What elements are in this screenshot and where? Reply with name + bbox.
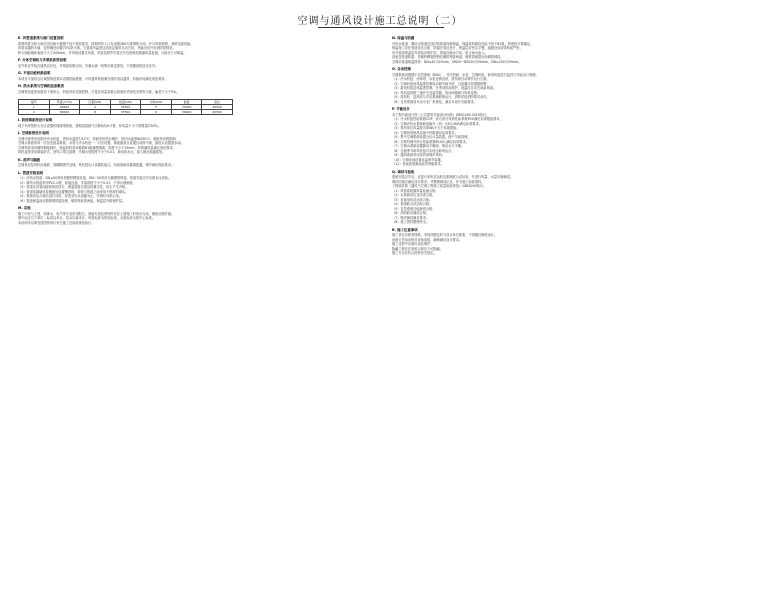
note-line: 地下车库按防火分区设置机械排烟系统，排烟量按换气次数6次/h计算，补风量不小于排烟量的50%。 bbox=[18, 123, 161, 128]
note-line: 施工单位应熟悉图纸，发现问题及时与设计单位联系，不得擅自修改设计。 bbox=[392, 233, 498, 237]
note-line: 本项目平战结合区域按规范要求设置转换措施，平时通风系统兼作战时清洁通风，转换时间满足规范要求。 bbox=[18, 76, 168, 81]
note-line: 设备及管道防腐：非镀锌钢管除锈后刷防锈漆两道，镀锌管破损处补刷防锈漆。 bbox=[392, 55, 504, 59]
note-line: 空调机组选型参数如下表所示，机组采用变频控制，冷量及风量参数以设备供货商技术资料为准，偏差不大于5%。 bbox=[18, 89, 180, 94]
note-line: （8）过渡季节新风机组可实现全新风运行。 bbox=[392, 148, 455, 153]
table-header-cell: 冷量(kW) bbox=[80, 100, 111, 105]
left-column bbox=[18, 36, 376, 228]
note-line: 室外机应安装在通风良好处，并预留检修空间，冷凝水统一收集后就近排放，不得随意排放至室外。 bbox=[18, 63, 159, 68]
table-cell: 36000 bbox=[49, 110, 80, 115]
right-column bbox=[392, 36, 750, 259]
note-line: 冷热水管道、凝结水管道及送回风管道均做保温，保温材料燃烧性能不低于B1级，厚度按计算确定。 bbox=[392, 41, 534, 46]
note-line: 隐蔽工程应在验收合格后方可隐蔽。 bbox=[392, 246, 443, 251]
table-cell: 9 bbox=[141, 110, 172, 115]
section-heading: K. 消声与隔振 bbox=[18, 157, 41, 162]
note-line: （8）竣工资料整理齐全。 bbox=[392, 220, 430, 224]
table-header-cell: 热量(kW) bbox=[110, 100, 141, 105]
note-line: （9）通风系统采用高效低噪声风机。 bbox=[392, 153, 446, 157]
equipment-table bbox=[18, 99, 233, 115]
table-header-cell: 数量 bbox=[171, 100, 202, 105]
table-row bbox=[19, 110, 233, 115]
note-line: （2）空调冷热水系统耗电输冷（热）比EC(H)R满足标准要求。 bbox=[392, 121, 482, 126]
note-line: （6）多联机制冷综合性能系数IPLV(C)满足标准要求。 bbox=[392, 139, 469, 144]
note-line: 本说明未尽事宜按国家现行有关施工及验收规范执行。 bbox=[18, 220, 95, 225]
note-line: （1）冷水机组性能系数COP、综合部分负荷性能系数IPLV满足标准限值要求。 bbox=[392, 117, 503, 121]
note-line: （11）设备选型满足能效等级要求。 bbox=[392, 162, 444, 166]
table-cell: 40500 bbox=[202, 105, 233, 110]
note-line: （7）空调水系统设置静态平衡阀，保证水力平衡。 bbox=[392, 144, 465, 148]
note-line: （7）噪声测试满足要求。 bbox=[392, 215, 430, 220]
table-cell: 2 bbox=[19, 110, 50, 115]
note-line: （3）新风机组送风温度控制，冬季设防冻保护，低温时自动关闭新风阀。 bbox=[392, 86, 497, 90]
page-title: 空调与通风设计施工总说明（二） bbox=[297, 16, 463, 27]
section-heading: P. 节能设计 bbox=[392, 107, 410, 111]
note-line: （3）风机单位风量耗功率Ws不大于标准限值。 bbox=[392, 126, 460, 130]
table-cell: 31500 bbox=[110, 105, 141, 110]
table-cell: 5 bbox=[141, 105, 172, 110]
note-line: 施工过程中应做好成品保护。 bbox=[392, 242, 434, 246]
table-cell: 8 bbox=[80, 110, 111, 115]
table-cell: 4 bbox=[80, 105, 111, 110]
note-line: （3）管道支吊架间距按规范执行，保温管道支架处设置木托，防止产生冷桥。 bbox=[18, 185, 129, 189]
table-header-cell: 备注 bbox=[202, 100, 233, 105]
note-line: 风机盘管采用暗装卧式，回风口带过滤网，冷凝水管坡度不小于0.01，坡向排水点，接入就近地漏排放。 bbox=[18, 150, 166, 154]
section-heading: O. 自动控制 bbox=[392, 67, 411, 71]
note-line: 本工程节能设计按《公共建筑节能设计标准》GB50189-2015执行。 bbox=[392, 112, 490, 117]
section-heading: F. 分体空调机与多联机系统说明 bbox=[18, 58, 67, 62]
section-heading: R. 施工注意事项 bbox=[392, 227, 418, 232]
table-cell: 30000 bbox=[49, 105, 80, 110]
note-line: 风管穿越防火墙、变形缝处设置70℃防火阀，当管道内温度达到设定值时自动关闭，并输出信号至消防控制室。 bbox=[18, 46, 176, 50]
note-line: （4）空调风管绝热层最小热阻满足标准要求。 bbox=[392, 130, 458, 135]
section-gap bbox=[392, 256, 750, 259]
note-line: 室外管道保温层外加铝皮保护层，搭接处顺水方向，防止雨水渗入。 bbox=[392, 50, 488, 55]
note-line: （2）凝结水管道采用PVC-U管，粘接连接，安装坡度不小于0.01，不得出现倒坡。 bbox=[18, 180, 136, 185]
note-line: 空调机房及风机房墙面、顶棚做吸声处理，风机进出口设置软接头，机组基础设置减振器，噪声满足规范要求。 bbox=[18, 163, 175, 167]
table-header-cell: 编号 bbox=[19, 100, 50, 105]
note-line: （6）管道保温前应做除锈防腐处理，刷防锈底漆两道，保温层外做保护层。 bbox=[18, 198, 126, 203]
table-cell: 1 bbox=[19, 105, 50, 110]
note-line: （10）空调房间设置室温调节装置。 bbox=[392, 157, 444, 162]
section-heading: J. 空调系统设计说明 bbox=[18, 131, 49, 135]
note-line: 工程验收按《通风与空调工程施工质量验收规范》GB50243执行。 bbox=[392, 184, 487, 188]
note-line: 空调水系统采用一次泵变流量系统，水泵与冷水机组一一对应设置，系统最高点设置自动排气阀，最低点设置泄水阀。 bbox=[18, 141, 184, 145]
note-line: （6）消防联动测试合格。 bbox=[392, 211, 430, 215]
section-gap bbox=[18, 94, 376, 97]
table-cell: 40500 bbox=[202, 110, 233, 115]
note-line: （5）集中空调系统设置分区计量装置，便于节能管理。 bbox=[392, 135, 471, 139]
table-header-cell: 风量(m³/h) bbox=[49, 100, 80, 105]
section-gap bbox=[18, 225, 376, 228]
note-line: 空调水管道保温厚度：DN≤40为25mm，DN50~DN150为30mm，DN≥200为35mm。 bbox=[392, 59, 522, 64]
section-heading: N. 保温与防腐 bbox=[392, 36, 415, 40]
section-heading: E. 风管道系统与阀门设置说明 bbox=[18, 36, 64, 40]
note-line: 调试结果应满足设计要求，并整理调试记录，作为竣工验收资料。 bbox=[392, 179, 485, 184]
note-line: 排烟风管为防火阀关闭后耐火极限不低于规范要求，排烟风机入口处设置280℃排烟防火阀，并与风机联锁，消防电源切换。 bbox=[18, 41, 194, 46]
section-heading: Q. 调试与验收 bbox=[392, 169, 415, 174]
note-line: 图中标注尺寸单位：标高以米计，其余以毫米计；风管标高为管底标高，水管标高为管中心标高。 bbox=[18, 216, 156, 220]
table-cell: 37500 bbox=[110, 110, 141, 115]
note-line: （5）排风机、送风机与对应系统联锁运行，消防时按消防要求动作。 bbox=[392, 95, 490, 99]
note-line: 设备订货前应核对设备参数，确保满足设计要求。 bbox=[392, 237, 463, 242]
note-line: （2）水系统试压及冲洗合格。 bbox=[392, 193, 436, 197]
note-line: 空调风管采用镀锌钢板制作，保温材料采用难燃B1级橡塑海绵，厚度不小于25mm，风管漏风量满足规范要求。 bbox=[18, 145, 176, 150]
section-heading: I. 防排烟系统设计说明 bbox=[18, 118, 53, 122]
note-line: （1）冷水机组、冷却塔、水泵连锁启停，按负荷自动调节运行台数。 bbox=[392, 77, 490, 81]
section-heading: G. 平战功能转换说明 bbox=[18, 71, 51, 75]
title-underline bbox=[318, 27, 444, 28]
table-header-cell: 功率(kW) bbox=[141, 100, 172, 105]
note-line: 施工安全应符合国家有关规定。 bbox=[392, 251, 437, 255]
note-line: （1）冷热水管道：DN≤50采用热镀锌钢管丝接，DN＞50采用无缝钢管焊接，管道安装完毕后做水压试验。 bbox=[18, 176, 172, 180]
note-line: （4）管道穿越墙体及楼板处设置钢套管，套管与管道之间采用不燃材料填实。 bbox=[18, 189, 129, 194]
table-cell: 33000 bbox=[171, 105, 202, 110]
section-heading: M. 其他 bbox=[18, 206, 31, 210]
note-line: （5）系统试压合格后进行冲洗，冲洗至出水清澈为止，并做好冲洗记录。 bbox=[18, 194, 123, 198]
section-heading: H. 热水系统与空调机组参数表 bbox=[18, 84, 64, 88]
note-line: （3）设备单机试运转合格。 bbox=[392, 197, 433, 202]
note-line: （4）风机盘管配三速开关及温控器，电动两通阀与风机连锁。 bbox=[392, 90, 481, 95]
note-line: 空调系统设置楼宇自控系统（BAS），对冷热源、水泵、空调机组、新风机组进行监控与节能运行管理。 bbox=[392, 72, 539, 77]
section-heading: L. 管道安装说明 bbox=[18, 170, 43, 175]
table-cell: 39000 bbox=[171, 110, 202, 115]
note-line: 空调冷源采用电制冷冷水机组，供回水温度7/12℃；热源采用热水锅炉，供回水温度60/50℃，系统采用两管制。 bbox=[18, 136, 179, 141]
note-line: 防火阀距墙体表面不大于200mm，并单独设置支吊架，风管及附件安装完毕后按规范做漏风量检测，合格后方可保温。 bbox=[18, 50, 187, 55]
note-line: （5）自控系统功能测试合格。 bbox=[392, 206, 436, 211]
note-line: （4）系统联合试运转合格。 bbox=[392, 202, 433, 206]
note-line: （2）空调机组回风温度控制电动调节阀开度，过滤器压差超限报警。 bbox=[392, 81, 490, 86]
note-line: 施工中应与土建、给排水、电气等专业密切配合，预留孔洞及预埋件应在土建施工时同步完成，避免后期开凿。 bbox=[18, 211, 175, 216]
note-line: （1）风管系统漏风量检测合格。 bbox=[392, 188, 439, 193]
note-line: 保温施工应在管道试压合格、防腐完成后进行，保温层应密实平整，接缝处用胶带粘贴严密。 bbox=[392, 46, 523, 50]
note-line: （6）自控系统设计由专业厂家深化，满足本设计功能要求。 bbox=[392, 99, 477, 104]
note-line: 系统安装完毕后，应进行单机试运转及系统联合试运转，并进行风量、水量平衡调试。 bbox=[392, 175, 514, 179]
